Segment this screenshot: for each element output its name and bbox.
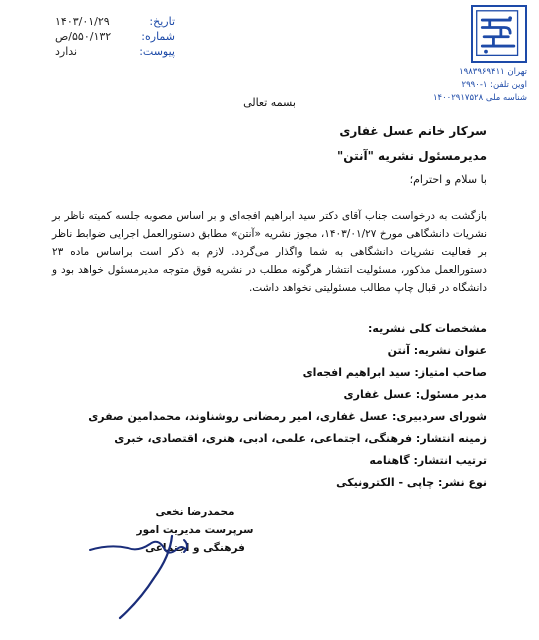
letter-heading: بسمه تعالی [243,96,296,109]
greeting: با سلام و احترام؛ [409,173,487,186]
contact-line-2: اوین تلفن: ۱-۲۹۹۰ [461,80,527,90]
letter-meta [55,14,175,59]
letter-paragraph: بازگشت به درخواست جناب آقای دکتر سید ابراهیم افجه‌ای و بر اساس مصوبه جلسه کمیته ناظر بر نشریات دانشگاهی مورخ ۱۴۰۳/۰۱/۲۷، مجوز نشریه «آنتن» مطابق دستورالعمل اجرایی ضوابط ناظر بر فعالیت نشریات دانشگاهی به شما واگذار می‌گردد. لازم به ذکر است براساس ماده ۲۳ دستورالعمل مذکور، مسئولیت انتشار هرگونه مطلب در نشریه فوق متوجه مدیرمسئول خواهد بود و دانشگاه در قبال چاپ مطالب مسئولیتی نخواهد داشت. [52,210,487,294]
recipient-title: مدیرمسئول نشریه "آنتن" [337,149,487,163]
spec-item: عنوان نشریه: آنتن [387,344,487,357]
signatory-name: محمدرضا نخعی [155,506,235,518]
date-row [55,14,175,29]
attachment-row [55,44,175,59]
recipient-name: سرکار خانم عسل غفاری [339,124,487,138]
specifications [52,318,487,494]
spec-item: ترتیب انتشار: گاهنامه [369,454,487,467]
spec-item: مدیر مسئول: عسل غفاری [343,388,487,401]
attachment-value: ندارد [55,45,78,58]
logo-mark-icon [473,7,525,61]
spec-item: نوع نشر: چاپی - الکترونیکی [336,476,487,489]
date-label: تاریخ: [149,15,175,28]
attachment-label: پیوست: [139,45,175,58]
spec-item: زمینه انتشار: فرهنگی، اجتماعی، علمی، ادبی، هنری، اقتصادی، خبری [114,432,487,445]
number-label: شماره: [141,30,175,43]
number-row [55,29,175,44]
university-logo [471,5,527,63]
handwritten-signature-icon [80,528,230,623]
specs-title: مشخصات کلی نشریه: [368,322,487,335]
number-value: ۵۵۰/۱۳۲/ص [55,30,112,43]
contact-line-1: تهران ۱۹۸۳۹۶۹۴۱۱ [459,67,527,77]
spec-item: شورای سردبیری: عسل غفاری، امیر رمضانی روشناوند، محمدامین صفری [88,410,487,423]
spec-item: صاحب امتیاز: سید ابراهیم افجه‌ای [302,366,487,379]
contact-line-3: شناسه ملی ۱۴۰۰۲۹۱۷۵۲۸ [432,93,527,103]
signatory-title: سرپرست مدیریت امور فرهنگی و اجتماعی [136,524,254,554]
date-value: ۱۴۰۳/۰۱/۲۹ [55,15,110,28]
